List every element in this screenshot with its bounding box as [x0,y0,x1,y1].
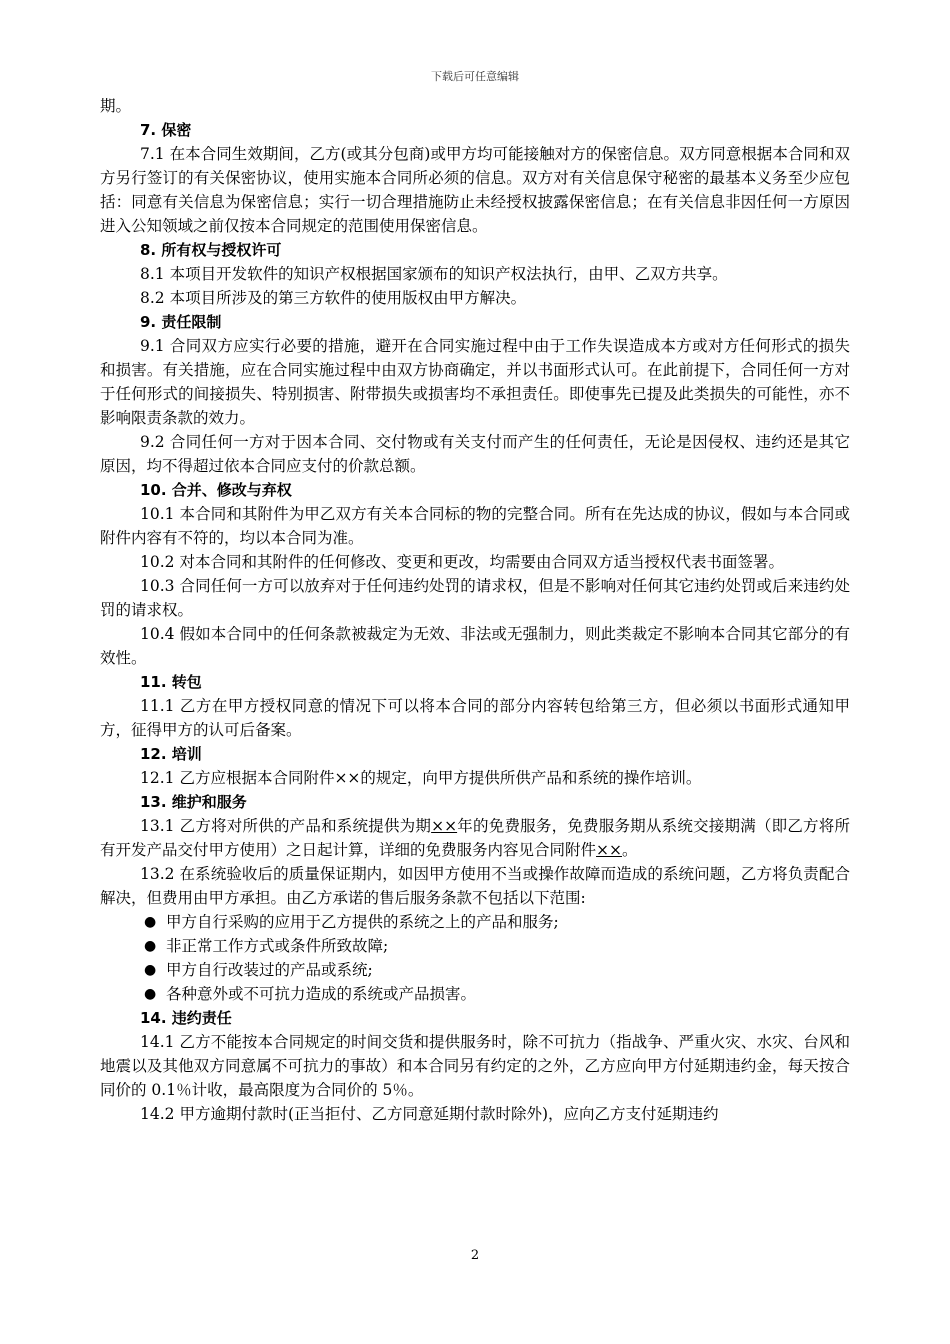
clause-11-1: 11.1 乙方在甲方授权同意的情况下可以将本合同的部分内容转包给第三方，但必须以书面形式通知甲方，征得甲方的认可后备案。 [100,697,850,739]
clause-8-1: 8.1 本项目开发软件的知识产权根据国家颁布的知识产权法执行，由甲、乙双方共享。 [140,265,728,283]
clause-8-2: 8.2 本项目所涉及的第三方软件的使用版权由甲方解决。 [140,289,527,307]
list-item [100,958,850,982]
list-item [100,934,850,958]
blank-years: ×× [431,817,458,835]
section-heading-14: 14. 违约责任 [140,1009,232,1027]
page-number: 2 [470,1248,480,1263]
section-heading-9: 9. 责任限制 [140,313,222,331]
clause-7-1: 7.1 在本合同生效期间，乙方(或其分包商)或甲方均可能接触对方的保密信息。双方同意根据本合同和双方另行签订的有关保密协议，使用实施本合同所必须的信息。双方对有关信息保守秘密的最基本义务至少应包括：同意有关信息为保密信息；实行一切合理措施防止未经授权披露保密信息；在有关信息非因任何一方原因进入公知领域之前仅按本合同规定的范围使用保密信息。 [100,145,850,235]
bullet-icon: ● [144,986,157,1002]
paragraph-continuation: 期。 [100,97,132,115]
clause-12-1: 12.1 乙方应根据本合同附件××的规定，向甲方提供所供产品和系统的操作培训。 [140,769,702,787]
clause-10-1: 10.1 本合同和其附件为甲乙双方有关本合同标的物的完整合同。所有在先达成的协议，假如与本合同或附件内容有不符的，均以本合同为准。 [100,505,850,547]
list-item-text: 各种意外或不可抗力造成的系统或产品损害。 [166,985,477,1003]
clause-9-2: 9.2 合同任何一方对于因本合同、交付物或有关支付而产生的任何责任，无论是因侵权、违约还是其它原因，均不得超过依本合同应支付的价款总额。 [100,433,850,475]
bullet-icon: ● [144,938,157,954]
list-item-text: 非正常工作方式或条件所致故障; [166,937,389,955]
section-heading-10: 10. 合并、修改与弃权 [140,481,292,499]
list-item-text: 甲方自行采购的应用于乙方提供的系统之上的产品和服务; [166,913,559,931]
clause-9-1: 9.1 合同双方应实行必要的措施，避开在合同实施过程中由于工作失误造成本方或对方任何形式的损失和损害。有关措施，应在合同实施过程中由双方协商确定，并以书面形式认可。在此前提下，合同任何一方对于任何形式的间接损失、特别损害、附带损失或损害均不承担责任。即使事先已提及此类损失的可能性，亦不影响限责条款的效力。 [100,337,850,427]
section-heading-11: 11. 转包 [140,673,202,691]
clause-13-1 [100,814,850,862]
list-item [100,982,850,1006]
document-body [100,94,850,1126]
list-item [100,910,850,934]
section-heading-13: 13. 维护和服务 [140,793,247,811]
bullet-icon: ● [144,914,157,930]
clause-14-2: 14.2 甲方逾期付款时(正当拒付、乙方同意延期付款时除外)，应向乙方支付延期违约 [140,1105,719,1123]
section-heading-7: 7. 保密 [140,121,192,139]
clause-10-2: 10.2 对本合同和其附件的任何修改、变更和更改，均需要由合同双方适当授权代表书面签署。 [140,553,784,571]
clause-14-1: 14.1 乙方不能按本合同规定的时间交货和提供服务时，除不可抗力（指战争、严重火灾、水灾、台风和地震以及其他双方同意属不可抗力的事故）和本合同另有约定的之外，乙方应向甲方付延期违约金，每天按合同价的 0.1％计收，最高限度为合同价的 5％。 [100,1033,850,1099]
page-header: 下载后可任意编辑 [431,70,519,83]
clause-13-1-part-a: 13.1 乙方将对所供的产品和系统提供为期 [140,817,432,835]
clause-13-1-part-b: 年的免费服务，免费服务期从系统交接期满（即乙方将所有开发产品交付甲方使用）之日起计算，详细的免费服务内容见合同附件 [100,817,850,859]
bullet-icon: ● [144,962,157,978]
blank-appendix: ×× [596,841,622,859]
clause-10-4: 10.4 假如本合同中的任何条款被裁定为无效、非法或无强制力，则此类裁定不影响本合同其它部分的有效性。 [100,625,850,667]
list-item-text: 甲方自行改装过的产品或系统; [166,961,373,979]
clause-13-1-part-c: 。 [622,841,638,859]
section-heading-8: 8. 所有权与授权许可 [140,241,282,259]
section-heading-12: 12. 培训 [140,745,202,763]
clause-13-2: 13.2 在系统验收后的质量保证期内，如因甲方使用不当或操作故障而造成的系统问题，乙方将负责配合解决，但费用由甲方承担。由乙方承诺的售后服务条款不包括以下范围: [100,865,850,907]
clause-10-3: 10.3 合同任何一方可以放弃对于任何违约处罚的请求权，但是不影响对任何其它违约处罚或后来违约处罚的请求权。 [100,577,850,619]
